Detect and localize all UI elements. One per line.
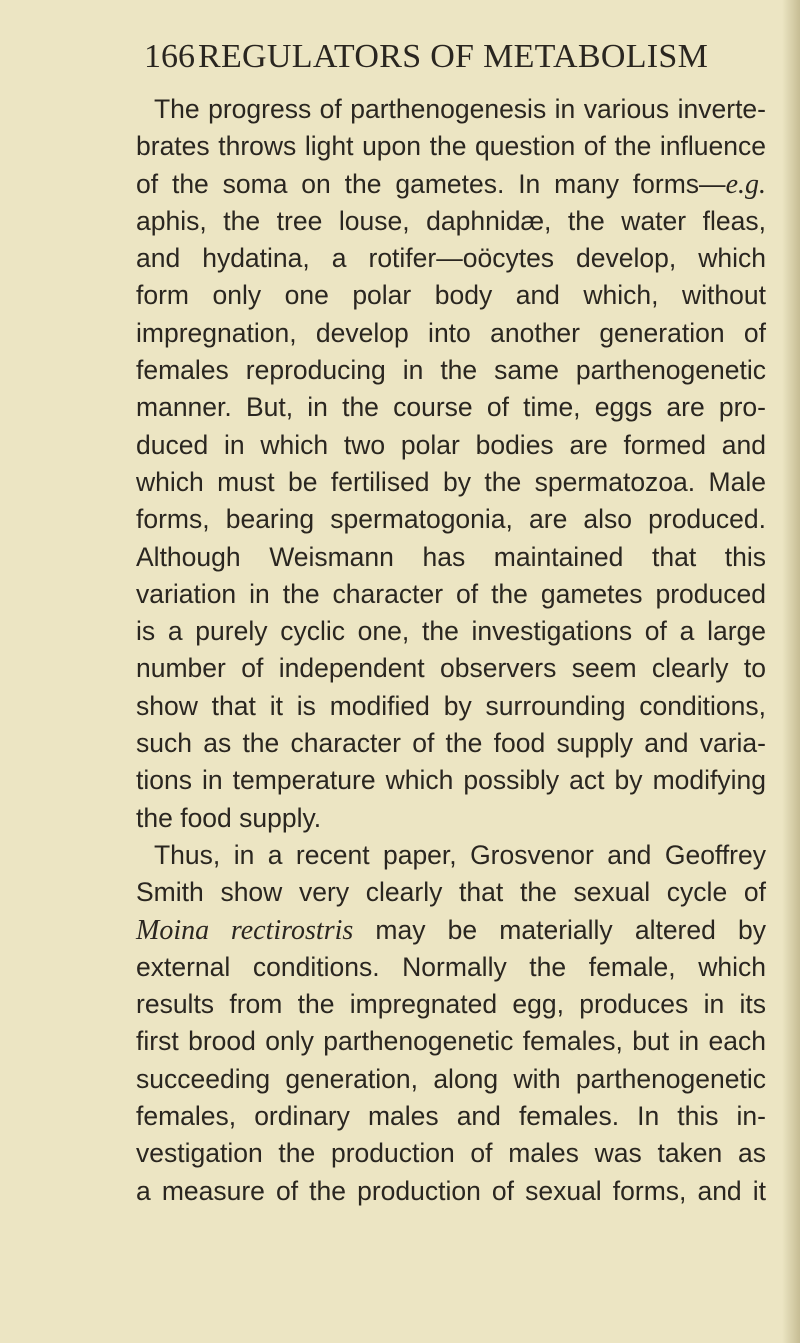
italic-abbreviation: e.g.	[725, 168, 766, 200]
body-text	[136, 91, 766, 1210]
text-line	[136, 912, 766, 949]
text-line: results from the impregnated egg, produces in its	[136, 989, 766, 1020]
text-line: manner. But, in the course of time, eggs are pro-	[136, 392, 766, 423]
text-line: and hydatina, a rotifer—oöcytes develop, which	[136, 243, 766, 274]
page-edge-shadow	[782, 0, 800, 1343]
running-title: REGULATORS OF METABOLISM	[198, 38, 709, 75]
text-line: Smith show very clearly that the sexual cycle of	[136, 877, 766, 908]
text-line: external conditions. Normally the female, which	[136, 951, 766, 982]
text-segment: of the soma on the gametes. In many forms—	[136, 168, 726, 199]
text-line: Thus, in a recent paper, Grosvenor and Geoffrey	[154, 839, 766, 870]
text-line: impregnation, develop into another generation of	[136, 317, 766, 348]
text-segment: may be materially altered by	[353, 914, 766, 945]
text-line: vestigation the production of males was taken as	[136, 1138, 766, 1169]
text-line: Although Weismann has maintained that this	[136, 541, 766, 572]
text-line: aphis, the tree louse, daphnidæ, the water fleas,	[136, 205, 766, 236]
text-line: tions in temperature which possibly act by modifying	[136, 765, 766, 796]
text-line: The progress of parthenogenesis in various inverte-	[154, 94, 766, 124]
text-line: females, ordinary males and females. In this in-	[136, 1101, 766, 1132]
text-line: variation in the character of the gametes produced	[136, 578, 766, 609]
text-line: such as the character of the food supply and varia-	[136, 728, 766, 759]
text-line: forms, bearing spermatogonia, are also produced.	[136, 504, 766, 535]
text-line	[136, 166, 766, 203]
text-line: succeeding generation, along with parthenogenetic	[136, 1063, 766, 1094]
page-number: 166	[144, 38, 195, 75]
text-line: which must be fertilised by the spermatozoa. Male	[136, 466, 766, 497]
text-line: is a purely cyclic one, the investigations of a large	[136, 616, 766, 647]
text-line: show that it is modified by surrounding conditions,	[136, 690, 766, 721]
running-head	[144, 38, 709, 84]
text-line: females reproducing in the same parthenogenetic	[136, 355, 766, 386]
text-line: brates throws light upon the question of the influence	[136, 131, 766, 162]
text-line: form only one polar body and which, without	[136, 280, 766, 311]
italic-species-name: Moina rectirostris	[136, 914, 354, 946]
text-line: number of independent observers seem clearly to	[136, 653, 766, 684]
text-line: a measure of the production of sexual forms, and it	[136, 1175, 766, 1206]
text-line: the food supply.	[136, 802, 322, 833]
text-line: first brood only parthenogenetic females, but in each	[136, 1026, 766, 1057]
text-line: duced in which two polar bodies are formed and	[136, 429, 766, 460]
